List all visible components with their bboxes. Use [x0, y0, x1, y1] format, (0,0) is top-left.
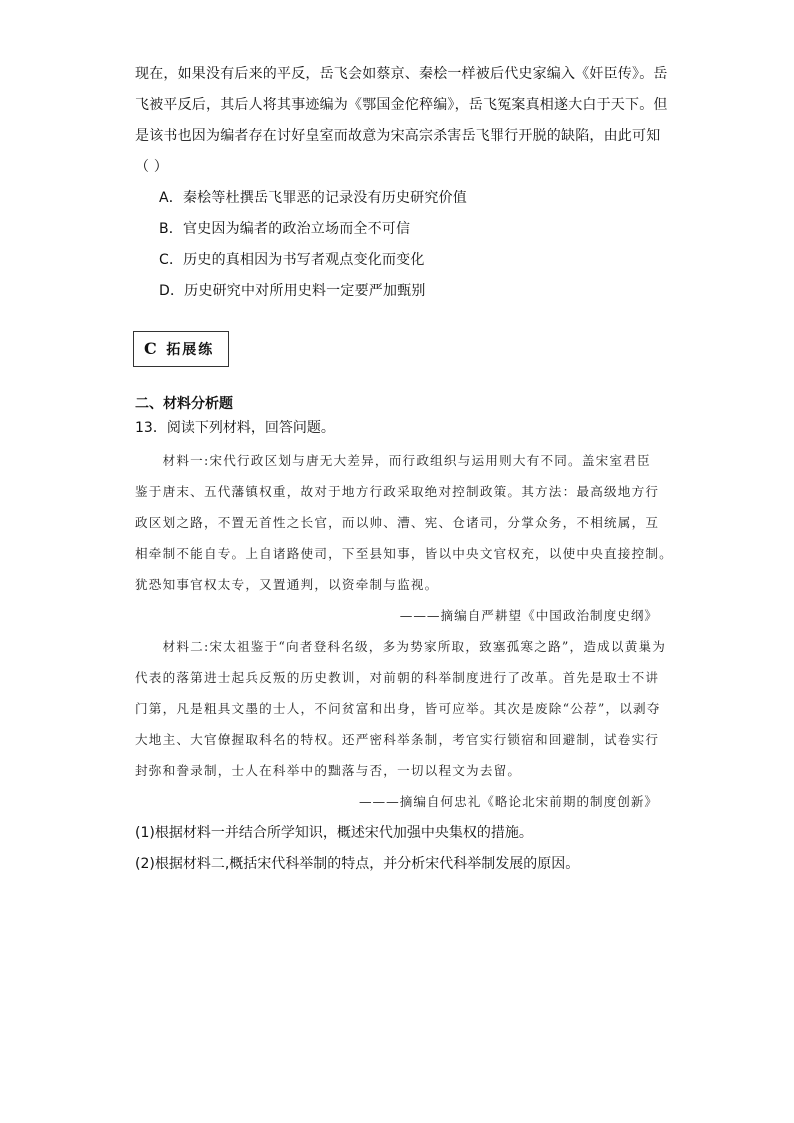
material1-line-1: 材料一:宋代行政区划与唐无大差异，而行政组织与运用则大有不同。盖宋室君臣 — [135, 453, 651, 468]
material2-line-1: 材料二:宋太祖鉴于“向者登科名级，多为势家所取，致塞孤寒之路”，造成以黄巢为 — [135, 639, 667, 654]
material1-line-5: 犹恐知事官权太专，又置通判，以资牵制与监视。 — [135, 577, 439, 592]
q13-subquestion-2: (2)根据材料二,概括宋代科举制的特点，并分析宋代科举制发展的原因。 — [135, 856, 580, 872]
extension-letter: C — [144, 339, 159, 358]
extension-practice-heading — [144, 339, 214, 360]
q12-option-d: D．历史研究中对所用史料一定要严加甄别 — [159, 283, 426, 299]
material2-line-4: 大地主、大官僚握取科名的特权。还严密科举条制，考官实行锁宿和回避制，试卷实行 — [135, 732, 660, 747]
q12-option-c: C．历史的真相因为书写者观点变化而变化 — [159, 252, 425, 268]
extension-practice-box — [133, 331, 229, 367]
material2-line-3: 门第，凡是粗具文墨的士人，不问贫富和出身，皆可应举。其次是废除“公荐”，以剥夺 — [135, 701, 661, 716]
q12-stem-line-2: 飞被平反后，其后人将其事迹编为《鄂国金佗稡编》，岳飞冤案真相遂大白于天下。但 — [135, 97, 668, 113]
material1-line-2: 鉴于唐末、五代藩镇权重，故对于地方行政采取绝对控制政策。其方法：最高级地方行 — [135, 484, 660, 499]
material2-source: ———摘编自何忠礼《略论北宋前期的制度创新》 — [358, 794, 658, 809]
q12-option-a: A．秦桧等杜撰岳飞罪恶的记录没有历史研究价值 — [159, 190, 467, 206]
material1-line-4: 相牵制不能自专。上自诸路使司，下至县知事，皆以中央文官权充，以使中央直接控制。 — [135, 546, 673, 561]
material1-source: ———摘编自严耕望《中国政治制度史纲》 — [399, 608, 658, 623]
material2-line-5: 封弥和誊录制，士人在科举中的黜落与否，一切以程文为去留。 — [135, 763, 522, 778]
material2-line-2: 代表的落第进士起兵反叛的历史教训，对前朝的科举制度进行了改革。首先是取士不讲 — [135, 670, 660, 685]
q12-stem-line-3: 是该书也因为编者存在讨好皇室而故意为宋高宗杀害岳飞罪行开脱的缺陷，由此可知 — [135, 128, 661, 144]
material1-line-3: 政区划之路，不置无首性之长官，而以帅、漕、宪、仓诸司，分掌众务，不相统属，互 — [135, 515, 660, 530]
section-title: 二、材料分析题 — [135, 396, 233, 412]
q13-prompt: 13．阅读下列材料，回答问题。 — [135, 420, 335, 436]
extension-label: 拓展练 — [166, 342, 215, 358]
q12-stem-line-1: 现在，如果没有后来的平反，岳飞会如蔡京、秦桧一样被后代史家编入《奸臣传》。岳 — [135, 66, 668, 82]
q13-subquestion-1: (1)根据材料一并结合所学知识，概述宋代加强中央集权的措施。 — [135, 825, 533, 841]
q12-option-b: B．官史因为编者的政治立场而全不可信 — [159, 221, 411, 237]
q12-answer-blank: （ ） — [135, 159, 169, 175]
